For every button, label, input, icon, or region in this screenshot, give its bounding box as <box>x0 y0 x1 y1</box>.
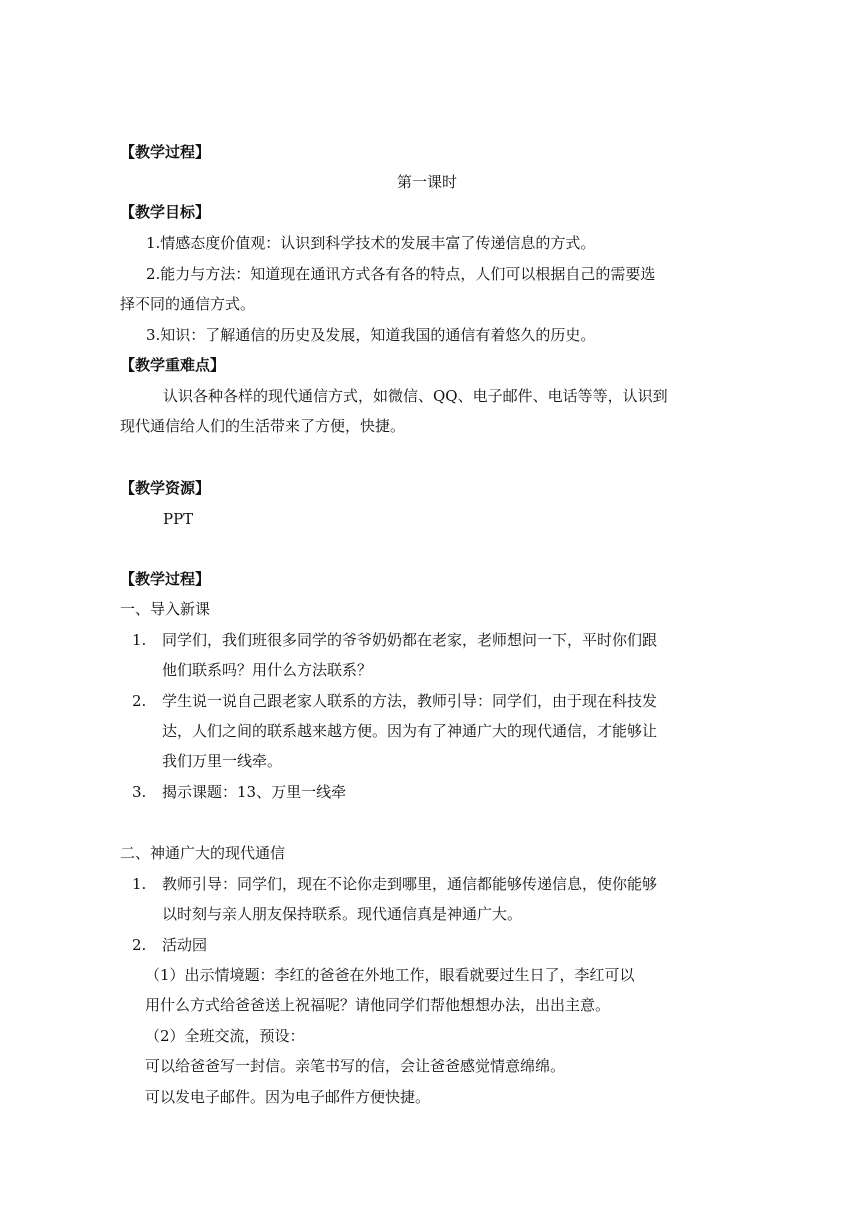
activity-1-line-2: 用什么方式给爸爸送上祝福呢？请他同学们帮他想想办法，出出主意。 <box>145 996 611 1014</box>
heading-teaching-process: 【教学过程】 <box>120 570 211 588</box>
list-item-line: 活动园 <box>162 936 208 954</box>
resource-ppt: PPT <box>163 510 194 528</box>
list-item-line: 教师引导：同学们，现在不论你走到哪里，通信都能够传递信息，使你能够 <box>162 875 658 893</box>
list-item-line: 达，人们之间的联系越来越方便。因为有了神通广大的现代通信，才能够让 <box>162 722 658 740</box>
goal-1: 1.情感态度价值观：认识到科学技术的发展丰富了传递信息的方式。 <box>146 234 596 252</box>
heading-teaching-goals: 【教学目标】 <box>120 203 211 221</box>
list-item-line: 学生说一说自己跟老家人联系的方法，教师引导：同学们，由于现在科技发 <box>162 692 658 710</box>
list-item-number: 1. <box>132 631 147 649</box>
heading-key-points: 【教学重难点】 <box>120 356 226 374</box>
list-item-line: 我们万里一线牵。 <box>162 752 283 770</box>
section-2-title: 二、神通广大的现代通信 <box>120 844 286 862</box>
list-item-line: 以时刻与亲人朋友保持联系。现代通信真是神通广大。 <box>162 905 523 923</box>
activity-1-line-1: （1）出示情境题：李红的爸爸在外地工作，眼看就要过生日了，李红可以 <box>145 966 635 984</box>
list-item-line: 同学们，我们班很多同学的爷爷奶奶都在老家，老师想问一下，平时你们跟 <box>162 631 658 649</box>
key-points-line-2: 现代通信给人们的生活带来了方便，快捷。 <box>120 417 406 435</box>
list-item-number: 1. <box>132 875 147 893</box>
lesson-title: 第一课时 <box>397 173 458 191</box>
activity-2: （2）全班交流，预设： <box>145 1027 305 1045</box>
heading-resources: 【教学资源】 <box>120 479 211 497</box>
list-item-line: 他们联系吗？用什么方法联系？ <box>162 661 373 679</box>
goal-3: 3.知识：了解通信的历史及发展，知道我国的通信有着悠久的历史。 <box>146 326 596 344</box>
list-item-number: 3. <box>132 783 147 801</box>
answer-1: 可以给爸爸写一封信。亲笔书写的信，会让爸爸感觉情意绵绵。 <box>145 1057 566 1075</box>
goal-2-line-2: 择不同的通信方式。 <box>120 295 256 313</box>
list-item-line: 揭示课题：13、万里一线牵 <box>162 783 347 801</box>
goal-2-line-1: 2.能力与方法：知道现在通讯方式各有各的特点，人们可以根据自己的需要选 <box>146 265 656 283</box>
answer-2: 可以发电子邮件。因为电子邮件方便快捷。 <box>145 1088 431 1106</box>
section-1-title: 一、导入新课 <box>120 600 211 618</box>
key-points-line-1: 认识各种各样的现代通信方式，如微信、QQ、电子邮件、电话等等，认识到 <box>163 387 668 405</box>
heading-teaching-process-top: 【教学过程】 <box>120 143 211 161</box>
list-item-number: 2. <box>132 936 147 954</box>
list-item-number: 2. <box>132 692 147 710</box>
